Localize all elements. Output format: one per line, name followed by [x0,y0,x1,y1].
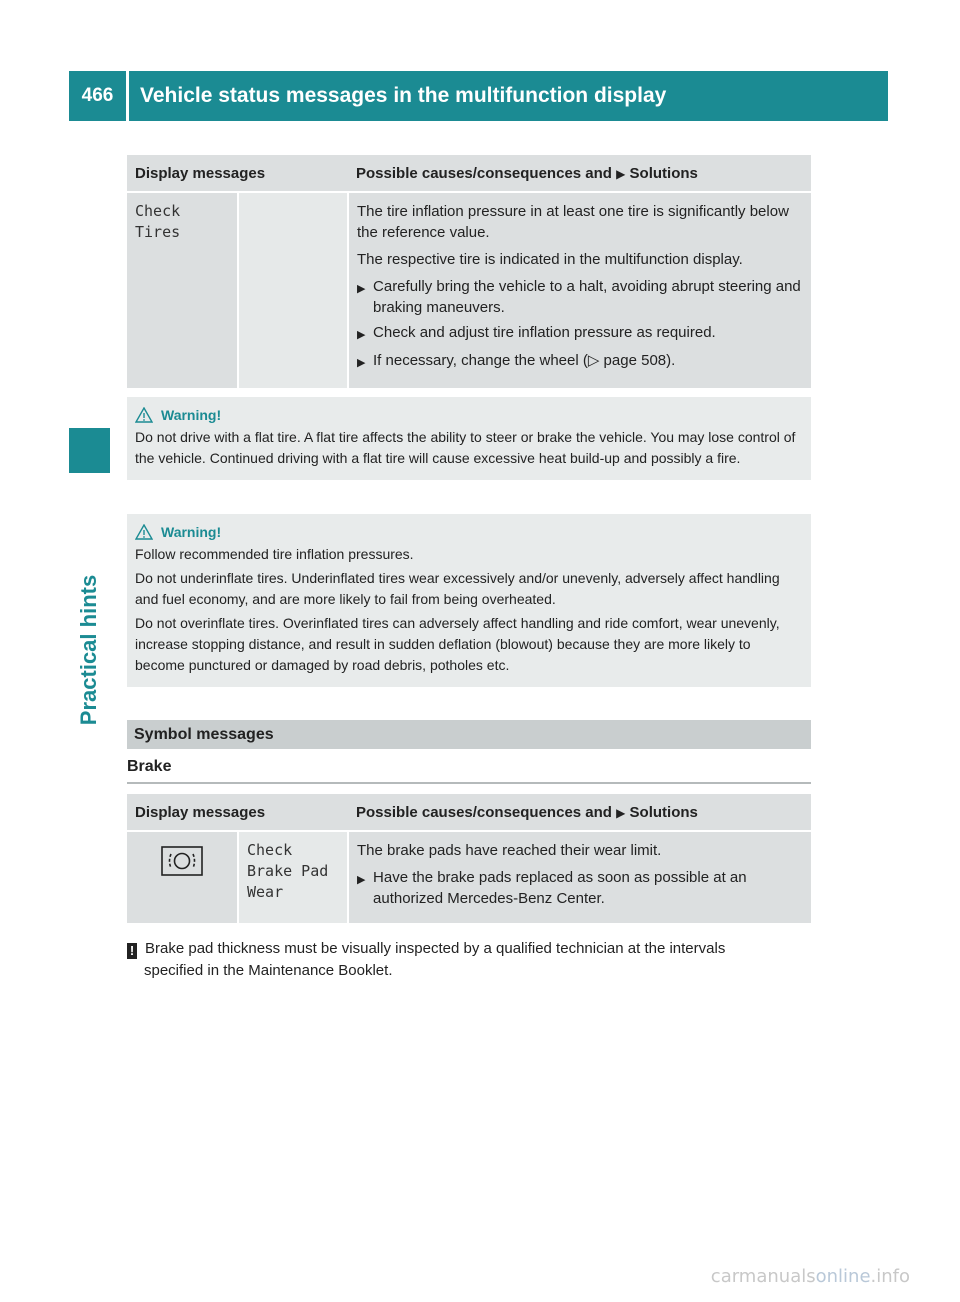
table-row [127,192,811,388]
section-heading-symbol-messages: Symbol messages [127,720,811,749]
warning-text: Do not underinflate tires. Underinflated tires wear excessively and/or unevenly, adversely affect handling and fuel economy, and are more likely to fail from being overheated. [135,570,780,607]
solution-cell [348,831,811,923]
play-arrow-icon: ▶ [616,805,626,820]
col-header-display-messages: Display messages [127,794,348,831]
col-header-causes [348,794,811,831]
cause-text: The respective tire is indicated in the multifunction display. [357,251,743,268]
warning-title: Warning! [161,406,222,423]
page-title: Vehicle status messages in the multifunction display [140,84,667,107]
col-header-solutions-label: Solutions [629,164,698,182]
display-message-line: Check [135,202,181,220]
warning-box-flat-tire [127,397,811,480]
cause-text: The tire inflation pressure in at least one tire is significantly below the reference value. [357,203,789,241]
note-text: Brake pad thickness must be visually inspected by a qualified technician at the intervals [145,940,726,957]
watermark [711,1266,910,1287]
note-paragraph [127,938,811,982]
cause-text: The brake pads have reached their wear limit. [357,842,662,859]
symbol-icon-wrap [135,840,229,876]
warning-text: Follow recommended tire inflation pressures. [135,546,414,562]
list-item [357,867,803,909]
page-header [69,71,888,121]
list-item [357,350,803,374]
table-header-row [127,794,811,831]
symbol-cell [127,831,238,923]
warning-header [135,520,803,544]
empty-cell [238,192,348,388]
warning-text: Do not drive with a flat tire. A flat tire affects the ability to steer or brake the vehicle. You may lose control of the vehicle. Continued driving with a flat tire will cause excessive heat build-up and possibly a fire. [135,429,796,466]
display-message-line: Brake Pad [247,862,329,880]
note-text: specified in the Maintenance Booklet. [144,962,393,979]
watermark-part: .info [870,1266,910,1287]
watermark-part: online [815,1266,871,1287]
col-header-causes [348,155,811,192]
warning-triangle-icon [135,524,153,540]
side-tab-marker [69,428,110,473]
step-arrow-icon: ▶ [357,283,366,295]
step-text: Have the brake pads replaced as soon as possible at an authorized Mercedes-Benz Center. [373,869,747,907]
step-text: If necessary, change the wheel (▷ page 508). [373,352,676,369]
display-message-line: Check [247,841,293,859]
brake-message-table [127,794,811,923]
step-text: Carefully bring the vehicle to a halt, avoiding abrupt steering and braking maneuvers. [373,278,801,316]
col-header-display-messages: Display messages [127,155,348,192]
tire-message-table [127,155,811,388]
brake-pad-wear-icon [161,846,203,876]
warning-header [135,403,803,427]
display-message-line: Wear [247,883,284,901]
col-header-solutions-label: Solutions [629,803,698,821]
warning-box-inflation [127,514,811,687]
display-message-line: Tires [135,223,181,241]
side-tab-label: Practical hints [76,574,101,726]
step-arrow-icon: ▶ [357,329,366,341]
step-arrow-icon: ▶ [357,874,366,886]
header-divider [126,71,129,121]
warning-title: Warning! [161,523,222,540]
watermark-part: carmanuals [710,1266,816,1287]
note-line [127,938,811,960]
list-item [357,322,803,346]
solution-cell [348,192,811,388]
display-message-cell [127,192,238,388]
warning-text: Do not overinflate tires. Overinflated tires can adversely affect handling and ride comfort, wear unevenly, increase stopping distance, and result in sudden deflation (blowout) because they are more likely to become punctured or damaged by road debris, potholes etc. [135,615,780,673]
page-number: 466 [81,85,114,106]
col-header-causes-label: Possible causes/consequences and [356,164,612,182]
table-row [127,831,811,923]
step-arrow-icon: ▶ [357,357,366,369]
play-arrow-icon: ▶ [616,166,626,181]
subheading-brake: Brake [127,758,811,784]
step-text: Check and adjust tire inflation pressure as required. [373,324,716,341]
warning-triangle-icon [135,407,153,423]
exclamation-icon: ! [127,943,137,959]
table-header-row [127,155,811,192]
list-item [357,276,803,318]
display-message-cell [238,831,348,923]
col-header-causes-label: Possible causes/consequences and [356,803,612,821]
